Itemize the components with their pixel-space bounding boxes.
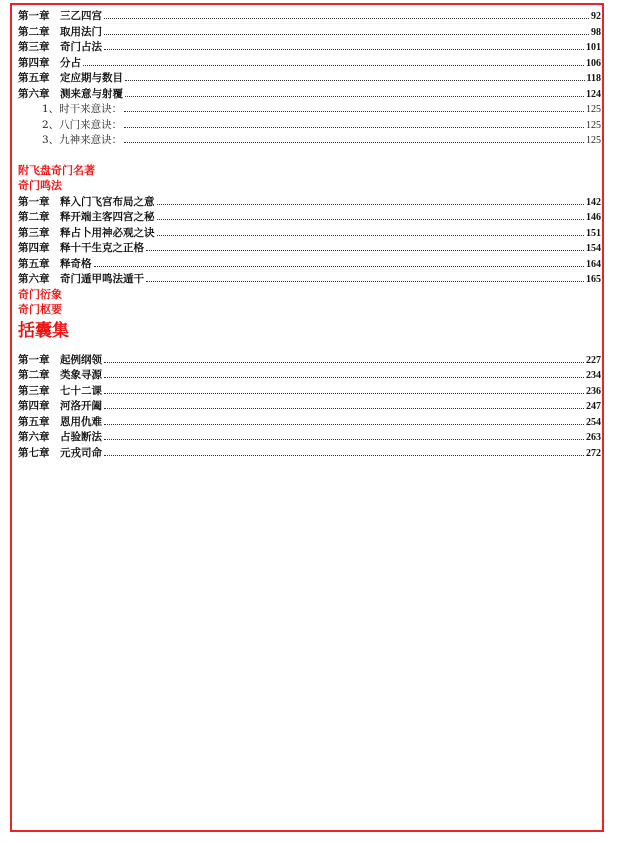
chapter-number: 第二章 [18, 211, 50, 223]
heading-shuyao: 奇门枢要 [18, 303, 62, 316]
chapter-number: 第五章 [18, 72, 50, 84]
toc-entry[interactable] [18, 70, 601, 86]
dot-leader [104, 24, 589, 35]
toc-entry[interactable] [18, 86, 601, 102]
page-number: 125 [586, 119, 601, 131]
toc-entry[interactable] [18, 367, 601, 383]
page-number: 263 [586, 432, 601, 443]
page-number: 154 [586, 243, 601, 254]
page-number: 146 [586, 212, 601, 223]
page-number: 165 [586, 274, 601, 285]
chapter-number: 第二章 [18, 25, 50, 38]
toc-section-1 [18, 8, 601, 101]
chapter-title: 释占卜用神必观之诀 [60, 226, 155, 239]
page-number: 98 [591, 26, 601, 38]
toc-entry[interactable] [18, 209, 601, 225]
dot-leader [104, 8, 589, 19]
page-number: 272 [586, 447, 601, 459]
chapter-title: 取用法门 [60, 25, 102, 38]
chapter-title: 占验断法 [60, 431, 102, 443]
chapter-number: 第一章 [18, 10, 50, 22]
page-number: 247 [586, 401, 601, 412]
heading-feipan: 附飞盘奇门名著 [18, 163, 95, 177]
chapter-number: 第四章 [18, 56, 50, 69]
toc-entry[interactable] [18, 352, 601, 368]
chapter-title: 起例纲领 [60, 353, 102, 366]
sub-entry-label: 1、时干来意诀： [42, 103, 123, 115]
toc-entry[interactable] [18, 24, 601, 40]
toc-entry[interactable] [18, 225, 601, 241]
heading-yanxiang: 奇门衍象 [18, 287, 62, 301]
dot-leader [104, 352, 584, 363]
chapter-title: 奇门占法 [60, 41, 102, 53]
chapter-title: 释奇格 [60, 257, 92, 270]
dot-leader [146, 271, 584, 282]
page-number: 151 [586, 227, 601, 239]
dot-leader [104, 414, 584, 425]
chapter-title: 分占 [60, 56, 81, 69]
chapter-number: 第三章 [18, 384, 50, 397]
chapter-title: 河洛开阖 [60, 400, 102, 412]
page-number: 254 [586, 416, 601, 428]
dot-leader [146, 240, 584, 251]
heading-kuonang: 括囊集 [18, 320, 69, 341]
toc-entry[interactable] [18, 256, 601, 272]
chapter-number: 第二章 [18, 369, 50, 381]
toc-entry[interactable] [18, 398, 601, 414]
chapter-number: 第六章 [18, 431, 50, 443]
chapter-number: 第六章 [18, 87, 50, 100]
chapter-title: 类象寻源 [60, 369, 102, 381]
dot-leader [83, 55, 584, 66]
chapter-title: 恩用仇难 [60, 415, 102, 428]
chapter-title: 七十二课 [60, 384, 102, 397]
toc-entry[interactable] [18, 194, 601, 210]
chapter-number: 第五章 [18, 415, 50, 428]
page-number: 236 [586, 385, 601, 397]
dot-leader [124, 132, 584, 143]
page-number: 92 [591, 11, 601, 22]
chapter-title: 释十干生克之正格 [60, 242, 144, 254]
page-number: 118 [586, 73, 601, 84]
toc-entry[interactable] [18, 445, 601, 461]
page-number: 142 [586, 196, 601, 208]
dot-leader [94, 256, 585, 267]
dot-leader [125, 86, 584, 97]
toc-entry[interactable] [18, 414, 601, 430]
chapter-number: 第四章 [18, 400, 50, 412]
page-number: 125 [586, 135, 601, 146]
heading-mingfa: 奇门鸣法 [18, 179, 62, 192]
chapter-number: 第四章 [18, 242, 50, 254]
chapter-number: 第三章 [18, 226, 50, 239]
toc-sub-entry[interactable] [18, 132, 601, 148]
toc-entry[interactable] [18, 271, 601, 287]
page-number: 124 [586, 88, 601, 100]
toc-entry[interactable] [18, 55, 601, 71]
dot-leader [104, 445, 584, 456]
chapter-title: 定应期与数目 [60, 72, 123, 84]
page-number: 227 [586, 354, 601, 366]
dot-leader [104, 367, 584, 378]
toc-sub-entry[interactable] [18, 117, 601, 133]
chapter-title: 三乙四宫 [60, 10, 102, 22]
toc-entry[interactable] [18, 240, 601, 256]
dot-leader [125, 70, 585, 81]
sub-entry-label: 3、九神来意诀： [42, 134, 123, 146]
toc-entry[interactable] [18, 383, 601, 399]
dot-leader [104, 383, 584, 394]
toc-section-2 [18, 194, 601, 287]
dot-leader [124, 101, 584, 112]
table-of-contents [18, 8, 601, 460]
chapter-number: 第五章 [18, 257, 50, 270]
dot-leader [157, 225, 585, 236]
toc-entry[interactable] [18, 39, 601, 55]
dot-leader [104, 39, 584, 50]
chapter-number: 第一章 [18, 353, 50, 366]
chapter-number: 第七章 [18, 446, 50, 459]
page-number: 106 [586, 57, 601, 69]
sub-entry-label: 2、八门来意诀： [42, 118, 123, 131]
dot-leader [157, 194, 585, 205]
page-number: 164 [586, 258, 601, 270]
dot-leader [157, 209, 585, 220]
chapter-title: 元戎司命 [60, 446, 102, 459]
page-number: 234 [586, 370, 601, 381]
chapter-title: 奇门遁甲鸣法遁干 [60, 273, 144, 285]
dot-leader [104, 429, 584, 440]
dot-leader [104, 398, 584, 409]
page-number: 101 [586, 42, 601, 53]
toc-subsection [18, 101, 601, 148]
chapter-title: 测来意与射覆 [60, 87, 123, 100]
toc-sub-entry[interactable] [18, 101, 601, 117]
toc-entry[interactable] [18, 8, 601, 24]
chapter-title: 释开端主客四宫之秘 [60, 211, 155, 223]
chapter-number: 第六章 [18, 273, 50, 285]
chapter-number: 第一章 [18, 195, 50, 208]
dot-leader [124, 117, 584, 128]
chapter-title: 释入门飞宫布局之意 [60, 195, 155, 208]
toc-entry[interactable] [18, 429, 601, 445]
chapter-number: 第三章 [18, 41, 50, 53]
toc-section-3 [18, 352, 601, 461]
page-number: 125 [586, 104, 601, 115]
